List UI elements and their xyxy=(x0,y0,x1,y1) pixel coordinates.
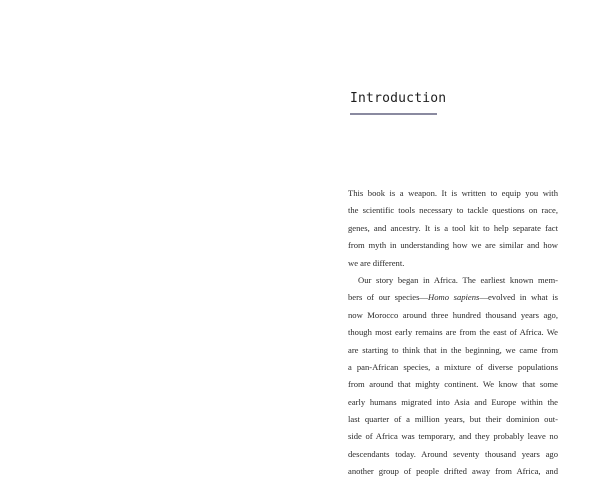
text-line: last quarter of a million years, but their dominion out- xyxy=(348,414,558,425)
species-name: Homo sapiens xyxy=(428,292,480,303)
text-line: are starting to think that in the beginning, we came from xyxy=(348,344,558,355)
text-line: from around that mighty continent. We know that some xyxy=(348,379,558,390)
text-line: descendants today. Around seventy thousand years ago xyxy=(348,448,558,459)
text-line: a pan-African species, a mixture of diverse populations xyxy=(348,361,558,372)
text-line: another group of people drifted away from Africa, and xyxy=(348,466,558,477)
text-line: we are different. xyxy=(348,257,405,268)
text-line xyxy=(348,289,558,306)
text-fragment: bers of our species— xyxy=(348,292,429,303)
text-line: from myth in understanding how we are similar and how xyxy=(348,240,558,251)
text-line: now Morocco around three hundred thousand years ago, xyxy=(348,309,558,320)
text-line: genes, and ancestry. It is a tool kit to help separate fact xyxy=(348,222,558,233)
text-line: side of Africa was temporary, and they probably leave no xyxy=(348,431,558,442)
body-text xyxy=(348,185,558,481)
text-line: This book is a weapon. It is written to equip you with xyxy=(348,188,558,198)
text-line: the scientific tools necessary to tackle questions on race, xyxy=(348,205,558,216)
title-underline xyxy=(350,113,437,115)
text-fragment: —evolved in what is xyxy=(479,292,558,303)
text-line: though most early remains are from the east of Africa. We xyxy=(348,327,558,338)
chapter-title: Introduction xyxy=(350,91,447,106)
text-line: early humans migrated into Asia and Europe within the xyxy=(348,396,558,407)
text-line: Our story began in Africa. The earliest known mem- xyxy=(358,274,558,285)
